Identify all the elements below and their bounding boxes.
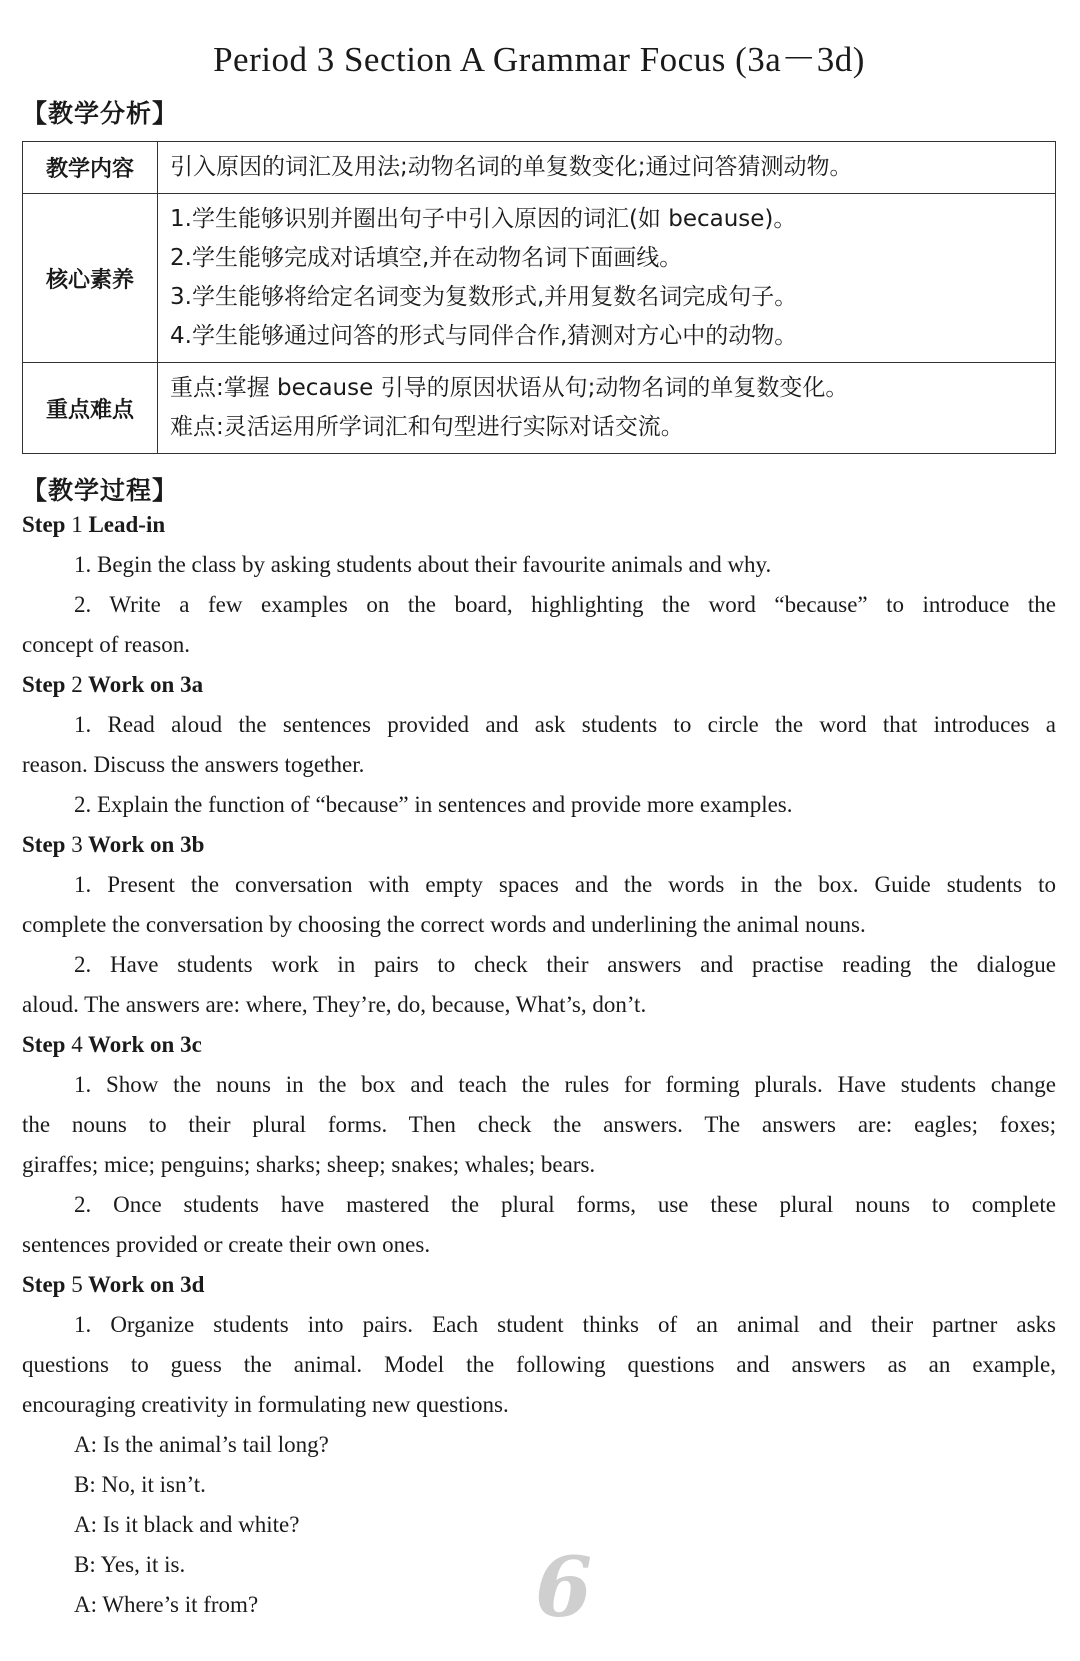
dialogue-line: A: Is it black and white? [74,1512,300,1537]
step-text-line: sentences provided or create their own ones. [22,1232,431,1257]
step-text-line: 1. Begin the class by asking students about their favourite animals and why. [74,552,772,577]
step-text-line: 2. Have students work in pairs to check their answers and practise reading the dialogue [74,952,1056,977]
table-row-head: 教学内容 [23,142,158,194]
step-text-line: 2. Write a few examples on the board, highlighting the word “because” to introduce the [74,592,1056,617]
step-text-line: 1. Read aloud the sentences provided and ask students to circle the word that introduces a [74,712,1056,737]
teaching-process [22,505,1056,1625]
table-row [23,363,1056,454]
step-text-line: 2. Explain the function of “because” in sentences and provide more examples. [74,792,793,817]
analysis-heading: 【教学分析】 [22,99,179,128]
table-row-body [158,142,1056,194]
step-text-line: reason. Discuss the answers together. [22,752,365,777]
analysis-table [22,141,1056,454]
step-text-line: 1. Organize students into pairs. Each student thinks of an animal and their partner asks [74,1312,1056,1337]
table-row-head: 核心素养 [23,194,158,363]
dialogue-line: B: No, it isn’t. [74,1472,206,1497]
table-row-head: 重点难点 [23,363,158,454]
dialogue-line: A: Is the animal’s tail long? [74,1432,329,1457]
step-heading: Step 1 Lead-in [22,512,166,537]
table-cell-line: 2.学生能够完成对话填空,并在动物名词下面画线。 [170,245,683,271]
table-cell-line: 3.学生能够将给定名词变为复数形式,并用复数名词完成句子。 [170,284,798,310]
step-text-line: complete the conversation by choosing the correct words and underlining the animal nouns. [22,912,866,937]
table-cell-line: 引入原因的词汇及用法;动物名词的单复数变化;通过问答猜测动物。 [170,154,853,180]
table-cell-line: 重点:掌握 because 引导的原因状语从句;动物名词的单复数变化。 [170,375,849,401]
page-number: 6 [535,1540,593,1636]
dialogue-line: B: Yes, it is. [74,1552,186,1577]
page-title: Period 3 Section A Grammar Focus (3a－3d) [213,40,865,79]
step-text-line: encouraging creativity in formulating new questions. [22,1392,509,1417]
table-row-body [158,363,1056,454]
table-cell-line: 难点:灵活运用所学词汇和句型进行实际对话交流。 [170,414,684,440]
dialogue-line: A: Where’s it from? [74,1592,259,1617]
step-text-line: concept of reason. [22,632,190,657]
step-heading: Step 2 Work on 3a [22,672,204,697]
step-text-line: questions to guess the animal. Model the following questions and answers as an example, [22,1352,1056,1377]
table-row [23,142,1056,194]
step-heading: Step 5 Work on 3d [22,1272,205,1297]
step-text-line: 2. Once students have mastered the plural forms, use these plural nouns to complete [74,1192,1056,1217]
step-text-line: aloud. The answers are: where, They’re, do, because, What’s, don’t. [22,992,647,1017]
step-heading: Step 3 Work on 3b [22,832,205,857]
table-cell-line: 1.学生能够识别并圈出句子中引入原因的词汇(如 because)。 [170,206,797,232]
step-heading: Step 4 Work on 3c [22,1032,202,1057]
step-text-line: giraffes; mice; penguins; sharks; sheep; snakes; whales; bears. [22,1152,596,1177]
process-heading: 【教学过程】 [22,476,179,505]
step-text-line: the nouns to their plural forms. Then check the answers. The answers are: eagles; foxes; [22,1112,1056,1137]
table-cell-line: 4.学生能够通过问答的形式与同伴合作,猜测对方心中的动物。 [170,323,798,349]
table-row-body [158,194,1056,363]
step-text-line: 1. Show the nouns in the box and teach the rules for forming plurals. Have students change [74,1072,1056,1097]
step-text-line: 1. Present the conversation with empty spaces and the words in the box. Guide students to [74,872,1056,897]
table-row [23,194,1056,363]
